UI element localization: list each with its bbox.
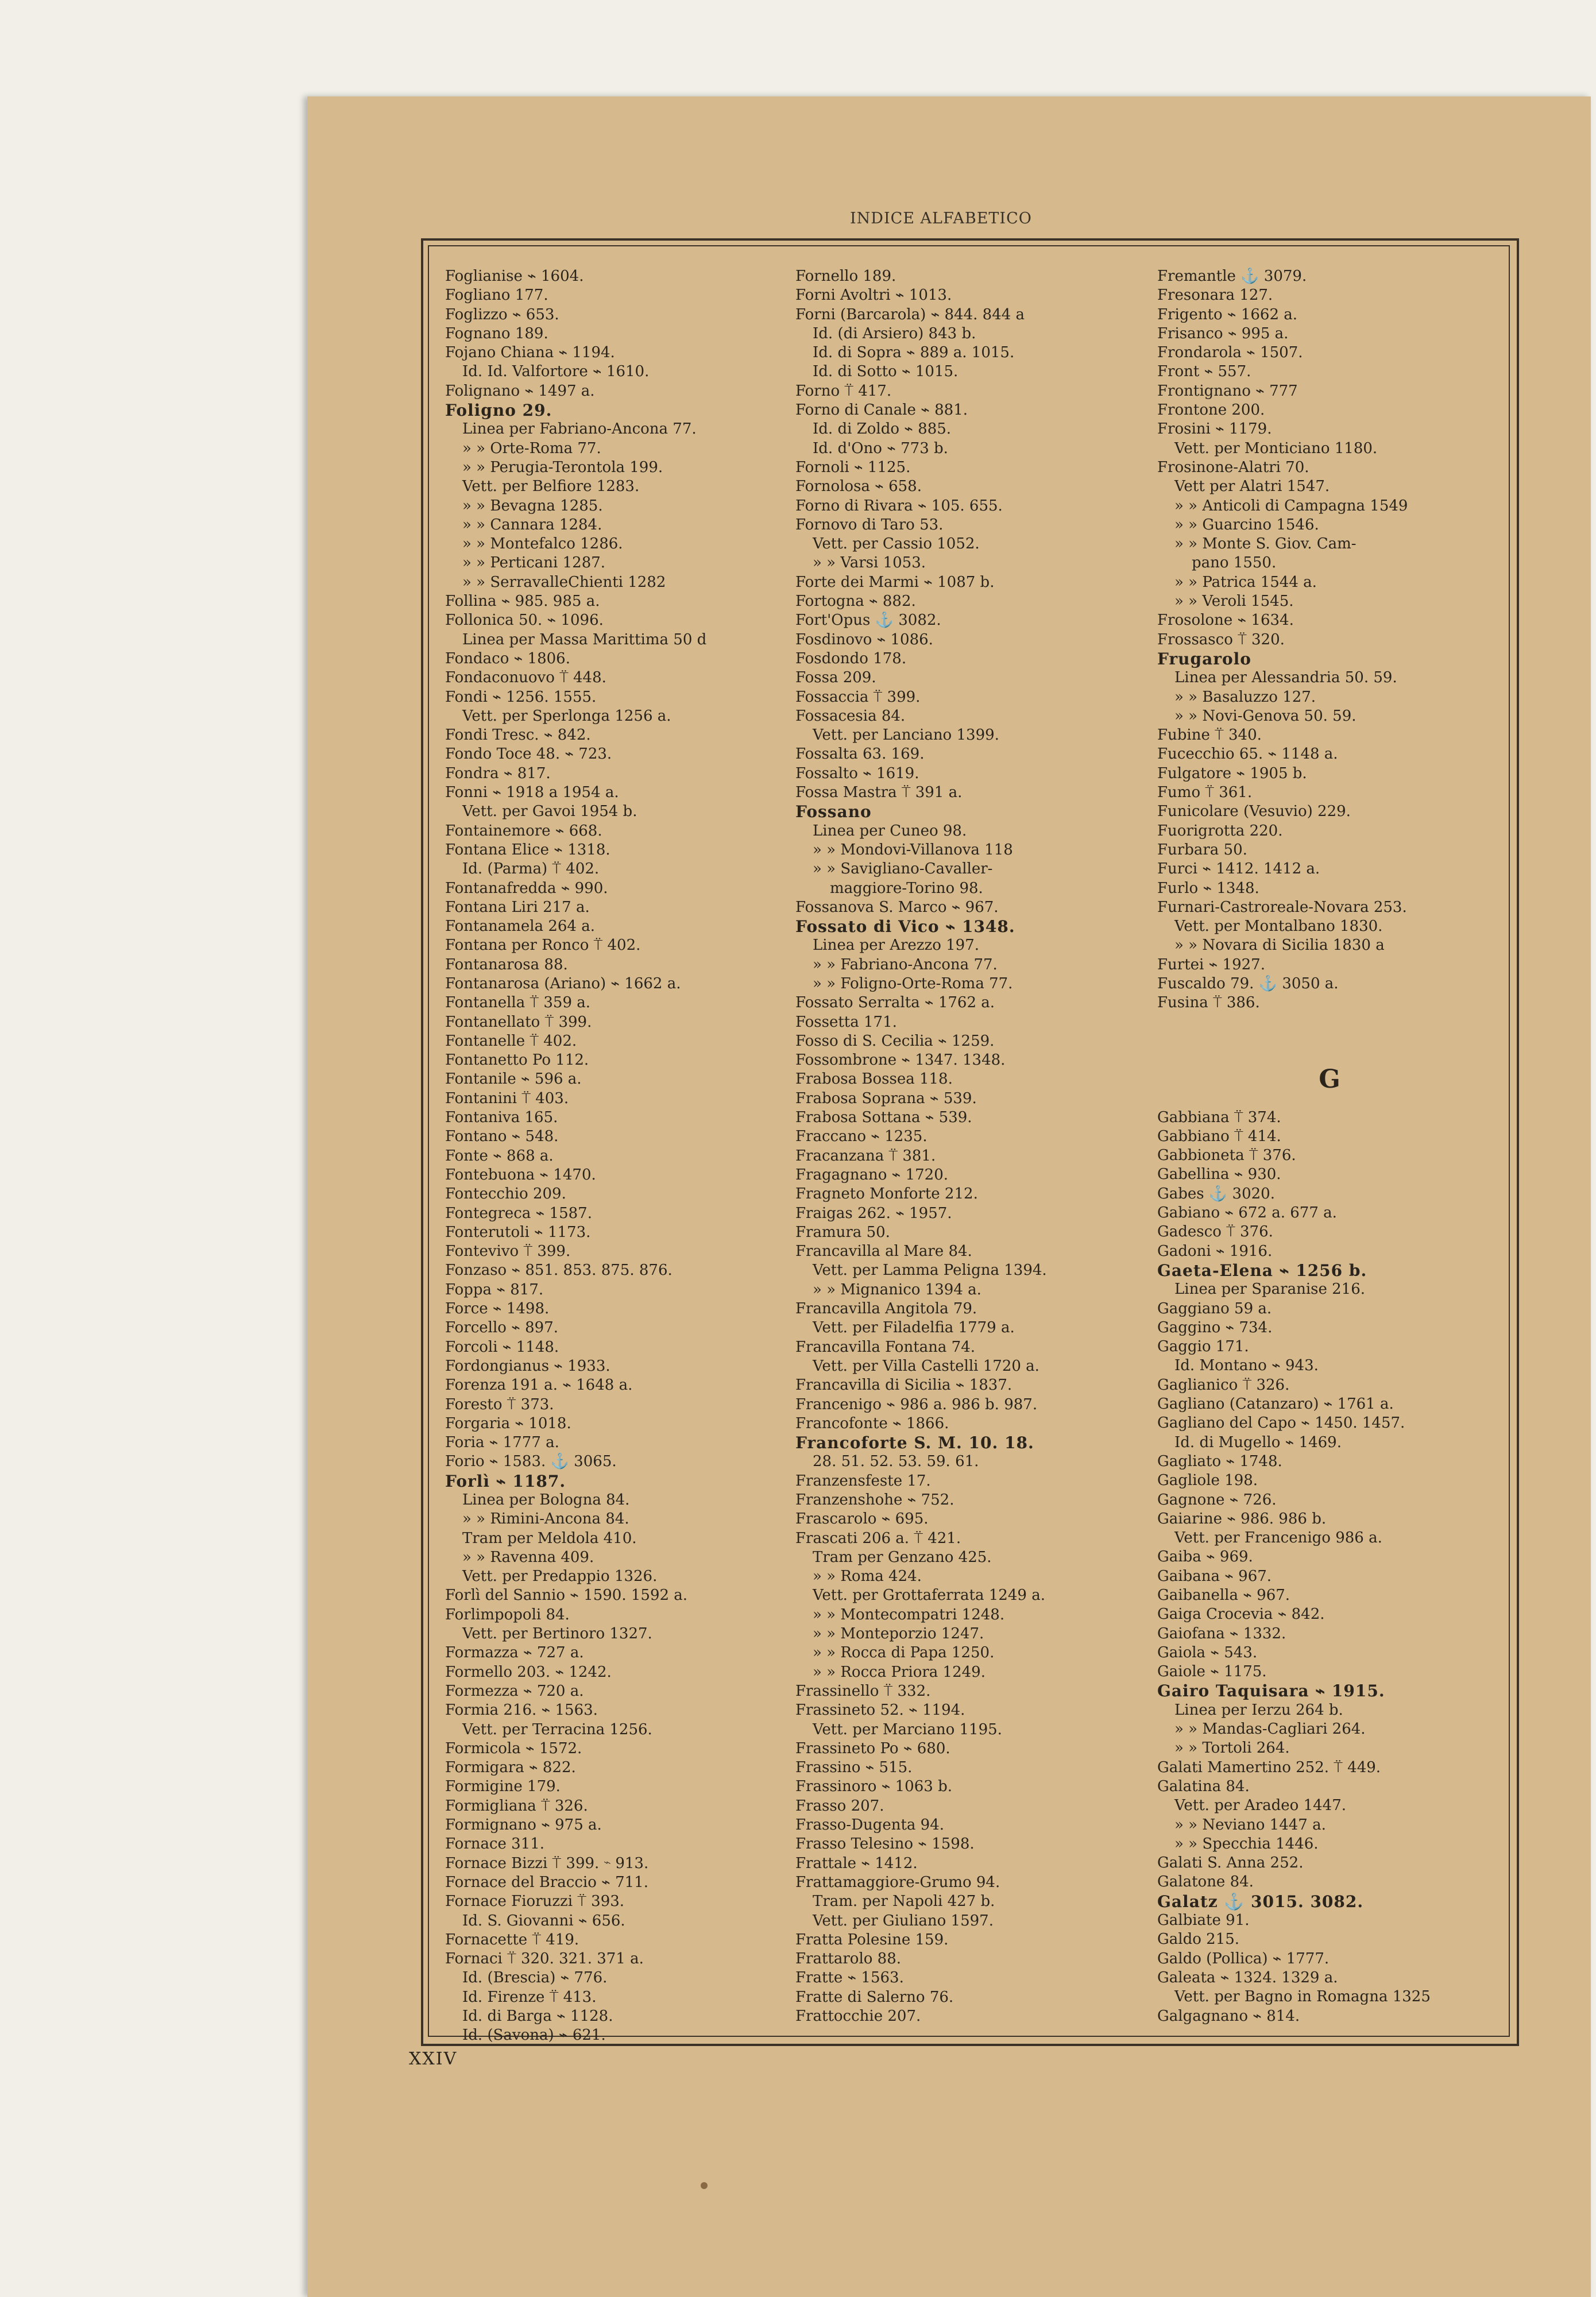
index-entry: maggiore-Torino 98. bbox=[830, 879, 983, 897]
index-entry: Gabbiano ⍡ 414. bbox=[1157, 1127, 1281, 1145]
index-entry: » » Varsi 1053. bbox=[813, 554, 926, 572]
index-entry: Funicolare (Vesuvio) 229. bbox=[1157, 803, 1351, 821]
index-entry: Id. di Sopra ⌁ 889 a. 1015. bbox=[813, 344, 1015, 362]
index-entry: Formicola ⌁ 1572. bbox=[445, 1739, 582, 1757]
index-entry: Fondaconuovo ⍡ 448. bbox=[445, 669, 606, 687]
index-entry: Formello 203. ⌁ 1242. bbox=[445, 1663, 612, 1681]
index-entry: Fognano 189. bbox=[445, 324, 548, 342]
index-entry: Foria ⌁ 1777 a. bbox=[445, 1434, 559, 1452]
index-entry: Frigento ⌁ 1662 a. bbox=[1157, 306, 1298, 323]
index-entry: Linea per Alessandria 50. 59. bbox=[1174, 669, 1397, 687]
index-entry: Id. (Savona) ⌁ 621. bbox=[462, 2027, 606, 2044]
index-entry: Fontecchio 209. bbox=[445, 1185, 566, 1203]
index-entry: » » Novi-Genova 50. 59. bbox=[1174, 707, 1357, 725]
index-entry: Gagnone ⌁ 726. bbox=[1157, 1491, 1277, 1509]
index-entry: Fontanella ⍡ 359 a. bbox=[445, 994, 591, 1012]
index-entry: Gaglianico ⍡ 326. bbox=[1157, 1376, 1290, 1394]
index-entry: Vett. per Sperlonga 1256 a. bbox=[462, 707, 671, 725]
index-entry: Vett. per Filadelfia 1779 a. bbox=[813, 1319, 1015, 1337]
index-entry: Formigara ⌁ 822. bbox=[445, 1759, 576, 1777]
index-entry: Galatz ⚓ 3015. 3082. bbox=[1157, 1892, 1364, 1911]
index-entry: Furtei ⌁ 1927. bbox=[1157, 956, 1265, 973]
index-entry: » » Perticani 1287. bbox=[462, 554, 606, 572]
index-entry: Forni (Barcarola) ⌁ 844. 844 a bbox=[795, 306, 1025, 323]
index-entry: Foglianise ⌁ 1604. bbox=[445, 268, 584, 285]
index-entry: » » Rocca Priora 1249. bbox=[813, 1663, 986, 1681]
index-entry: Galatina 84. bbox=[1157, 1777, 1250, 1795]
index-entry: Francoforte S. M. 10. 18. bbox=[795, 1433, 1034, 1453]
index-entry: Fornoli ⌁ 1125. bbox=[795, 458, 911, 476]
index-entry: Forcello ⌁ 897. bbox=[445, 1319, 559, 1337]
index-entry: Fulgatore ⌁ 1905 b. bbox=[1157, 764, 1307, 782]
index-entry: Fratte ⌁ 1563. bbox=[795, 1969, 904, 1987]
index-entry: Id. di Sotto ⌁ 1015. bbox=[813, 363, 959, 381]
index-entry: Linea per Massa Marittima 50 d bbox=[462, 631, 707, 648]
index-entry: Forni Avoltri ⌁ 1013. bbox=[795, 287, 952, 304]
index-entry: Fornace Bizzi ⍡ 399. ⌁ 913. bbox=[445, 1854, 649, 1872]
index-entry: Fossano bbox=[795, 802, 872, 822]
index-entry: Fusina ⍡ 386. bbox=[1157, 994, 1260, 1012]
index-entry: Fornace 311. bbox=[445, 1835, 545, 1853]
index-entry: Fossa 209. bbox=[795, 669, 876, 687]
index-entry: Francavilla Fontana 74. bbox=[795, 1338, 976, 1356]
index-entry: » » Montecompatri 1248. bbox=[813, 1606, 1005, 1623]
index-entry: Forcoli ⌁ 1148. bbox=[445, 1338, 559, 1356]
index-entry: Fragneto Monforte 212. bbox=[795, 1185, 978, 1203]
index-entry: Front ⌁ 557. bbox=[1157, 363, 1251, 381]
index-entry: Forte dei Marmi ⌁ 1087 b. bbox=[795, 573, 995, 591]
index-entry: Follonica 50. ⌁ 1096. bbox=[445, 612, 604, 629]
index-entry: Linea per Arezzo 197. bbox=[813, 937, 979, 954]
index-entry: Fossetta 171. bbox=[795, 1013, 897, 1031]
index-entry: Fosso di S. Cecilia ⌁ 1259. bbox=[795, 1032, 995, 1050]
index-entry: Fornolosa ⌁ 658. bbox=[795, 478, 922, 496]
index-entry: Fondi Tresc. ⌁ 842. bbox=[445, 726, 591, 744]
index-entry: Francavilla di Sicilia ⌁ 1837. bbox=[795, 1376, 1013, 1394]
index-entry: Fort'Opus ⚓ 3082. bbox=[795, 612, 941, 629]
index-entry: Frontone 200. bbox=[1157, 401, 1265, 419]
index-entry: Frassineto 52. ⌁ 1194. bbox=[795, 1702, 965, 1719]
index-entry: Fornacette ⍡ 419. bbox=[445, 1931, 579, 1948]
index-entry: Id. (Parma) ⍡ 402. bbox=[462, 860, 600, 878]
index-entry: Fordongianus ⌁ 1933. bbox=[445, 1357, 610, 1375]
index-entry: Fosdinovo ⌁ 1086. bbox=[795, 631, 933, 648]
index-entry: Forno ⍡ 417. bbox=[795, 382, 892, 400]
index-entry: Gairo Taquisara ⌁ 1915. bbox=[1157, 1681, 1385, 1701]
index-entry: Linea per Bologna 84. bbox=[462, 1491, 630, 1509]
index-entry: Frontignano ⌁ 777 bbox=[1157, 382, 1298, 400]
index-entry: Fontanarosa 88. bbox=[445, 956, 568, 973]
index-entry: Frattamaggiore-Grumo 94. bbox=[795, 1873, 1000, 1891]
index-entry: » » SerravalleChienti 1282 bbox=[462, 573, 666, 591]
index-entry: Galati Mamertino 252. ⍡ 449. bbox=[1157, 1758, 1381, 1776]
index-entry: » » Monte S. Giov. Cam- bbox=[1174, 535, 1357, 553]
index-entry: Fogliano 177. bbox=[445, 287, 548, 304]
index-entry: Frattale ⌁ 1412. bbox=[795, 1854, 918, 1872]
index-entry: pano 1550. bbox=[1192, 554, 1277, 572]
index-entry: Frugarolo bbox=[1157, 649, 1251, 668]
index-entry: Fubine ⍡ 340. bbox=[1157, 726, 1262, 744]
index-entry: Galdo (Pollica) ⌁ 1777. bbox=[1157, 1950, 1330, 1967]
index-column-3 bbox=[1157, 267, 1502, 2024]
index-entry: Vett per Alatri 1547. bbox=[1174, 478, 1330, 496]
index-entry: Fremantle ⚓ 3079. bbox=[1157, 268, 1307, 285]
index-entry: Vett. per Villa Castelli 1720 a. bbox=[813, 1357, 1039, 1375]
index-entry: Gaiofana ⌁ 1332. bbox=[1157, 1625, 1286, 1642]
index-entry: Fontaniva 165. bbox=[445, 1109, 558, 1127]
index-entry: Frascati 206 a. ⍡ 421. bbox=[795, 1529, 961, 1547]
index-entry: Gagliano (Catanzaro) ⌁ 1761 a. bbox=[1157, 1395, 1394, 1413]
index-entry: Fuscaldo 79. ⚓ 3050 a. bbox=[1157, 975, 1339, 992]
index-entry: » » Perugia-Terontola 199. bbox=[462, 458, 663, 476]
index-entry: Linea per Fabriano-Ancona 77. bbox=[462, 420, 697, 438]
index-entry: Id. d'Ono ⌁ 773 b. bbox=[813, 439, 948, 457]
index-entry: Gagliole 198. bbox=[1157, 1472, 1258, 1490]
index-entry: Frossasco ⍡ 320. bbox=[1157, 631, 1285, 648]
index-entry: Linea per Cuneo 98. bbox=[813, 822, 967, 840]
index-entry: Foligno 29. bbox=[445, 401, 552, 420]
index-entry: Fossato di Vico ⌁ 1348. bbox=[795, 917, 1015, 937]
index-entry: Frisanco ⌁ 995 a. bbox=[1157, 324, 1289, 342]
index-entry: » » Tortoli 264. bbox=[1174, 1739, 1290, 1757]
index-entry: Vett. per Grottaferrata 1249 a. bbox=[813, 1587, 1045, 1604]
index-entry: » » Patrica 1544 a. bbox=[1174, 573, 1317, 591]
index-entry: Frascarolo ⌁ 695. bbox=[795, 1510, 929, 1528]
index-entry: » » Neviano 1447 a. bbox=[1174, 1816, 1326, 1834]
index-entry: Fontanetto Po 112. bbox=[445, 1051, 589, 1069]
index-entry: Formignano ⌁ 975 a. bbox=[445, 1816, 602, 1834]
index-entry: Galgagnano ⌁ 814. bbox=[1157, 2007, 1300, 2025]
index-entry: Id. (di Arsiero) 843 b. bbox=[813, 324, 976, 342]
index-entry: Gadesco ⍡ 376. bbox=[1157, 1223, 1273, 1241]
index-entry: Galbiate 91. bbox=[1157, 1912, 1250, 1929]
index-entry: Fossalto ⌁ 1619. bbox=[795, 764, 919, 782]
index-entry: Francofonte ⌁ 1866. bbox=[795, 1414, 949, 1432]
index-entry: Fonzaso ⌁ 851. 853. 875. 876. bbox=[445, 1262, 673, 1279]
index-entry: » » Orte-Roma 77. bbox=[462, 439, 601, 457]
index-entry: Folignano ⌁ 1497 a. bbox=[445, 382, 595, 400]
index-entry: Id. Id. Valfortore ⌁ 1610. bbox=[462, 363, 650, 381]
index-entry: Fontana Elice ⌁ 1318. bbox=[445, 841, 610, 859]
index-entry: Gaiarine ⌁ 986. 986 b. bbox=[1157, 1510, 1327, 1528]
index-entry: » » Novara di Sicilia 1830 a bbox=[1174, 937, 1385, 954]
index-column-2 bbox=[795, 267, 1149, 2024]
index-entry: Gagliato ⌁ 1748. bbox=[1157, 1452, 1282, 1470]
index-entry: Gaggiano 59 a. bbox=[1157, 1300, 1272, 1317]
index-entry: Id. di Barga ⌁ 1128. bbox=[462, 2008, 613, 2025]
index-entry: Fraigas 262. ⌁ 1957. bbox=[795, 1204, 952, 1222]
index-entry: Fondo Toce 48. ⌁ 723. bbox=[445, 745, 612, 763]
index-entry: Force ⌁ 1498. bbox=[445, 1300, 550, 1318]
index-entry: Follina ⌁ 985. 985 a. bbox=[445, 593, 600, 610]
index-entry: » » Savigliano-Cavaller- bbox=[813, 860, 993, 878]
index-entry: Linea per Ierzu 264 b. bbox=[1174, 1701, 1343, 1719]
index-entry: » » Mignanico 1394 a. bbox=[813, 1281, 981, 1298]
index-entry: Gaiga Crocevia ⌁ 842. bbox=[1157, 1606, 1325, 1623]
index-entry: Vett. per Bertinoro 1327. bbox=[462, 1625, 652, 1643]
index-entry: Fontana Liri 217 a. bbox=[445, 898, 590, 916]
index-entry: » » Rimini-Ancona 84. bbox=[462, 1510, 629, 1528]
index-entry: Fosdondo 178. bbox=[795, 649, 907, 667]
index-entry: Fontanellato ⍡ 399. bbox=[445, 1013, 592, 1031]
index-entry: Fortogna ⌁ 882. bbox=[795, 593, 916, 610]
index-entry: Fojano Chiana ⌁ 1194. bbox=[445, 344, 615, 362]
index-entry: Galati S. Anna 252. bbox=[1157, 1854, 1304, 1872]
index-entry: Tram per Genzano 425. bbox=[813, 1548, 992, 1566]
index-entry: Gagliano del Capo ⌁ 1450. 1457. bbox=[1157, 1414, 1405, 1432]
index-entry: Forno di Rivara ⌁ 105. 655. bbox=[795, 497, 1003, 515]
index-entry: Gaeta-Elena ⌁ 1256 b. bbox=[1157, 1260, 1367, 1280]
index-entry: Forno di Canale ⌁ 881. bbox=[795, 401, 968, 419]
index-entry: Foppa ⌁ 817. bbox=[445, 1281, 544, 1298]
index-entry: » » Anticoli di Campagna 1549 bbox=[1174, 497, 1408, 515]
index-entry: Tram per Meldola 410. bbox=[462, 1529, 637, 1547]
index-entry: Furlo ⌁ 1348. bbox=[1157, 879, 1259, 897]
index-entry: Linea per Sparanise 216. bbox=[1174, 1281, 1366, 1298]
index-entry: Frabosa Soprana ⌁ 539. bbox=[795, 1089, 977, 1107]
index-entry: » » Monteporzio 1247. bbox=[813, 1625, 984, 1643]
index-entry: Frasso 207. bbox=[795, 1797, 884, 1815]
index-entry: Vett. per Giuliano 1597. bbox=[813, 1912, 994, 1929]
index-entry: » » Roma 424. bbox=[813, 1568, 922, 1586]
index-entry: Fornace Fioruzzi ⍡ 393. bbox=[445, 1893, 625, 1911]
index-entry: Vett. per Belfiore 1283. bbox=[462, 478, 640, 496]
index-entry: Fornaci ⍡ 320. 321. 371 a. bbox=[445, 1950, 644, 1968]
index-entry: Fornello 189. bbox=[795, 268, 896, 285]
index-entry: Foglizzo ⌁ 653. bbox=[445, 306, 559, 323]
index-entry: Fuorigrotta 220. bbox=[1157, 822, 1283, 840]
index-entry: Fossa Mastra ⍡ 391 a. bbox=[795, 784, 963, 802]
index-entry: Fratta Polesine 159. bbox=[795, 1931, 949, 1948]
index-entry: Fonni ⌁ 1918 a 1954 a. bbox=[445, 784, 619, 802]
index-entry: Francavilla al Mare 84. bbox=[795, 1243, 972, 1260]
index-entry: Vett. per Predappio 1326. bbox=[462, 1568, 658, 1586]
index-entry: Furbara 50. bbox=[1157, 841, 1247, 859]
index-entry: Frabosa Sottana ⌁ 539. bbox=[795, 1109, 972, 1127]
index-entry: » » Cannara 1284. bbox=[462, 516, 602, 533]
index-entry: Gabes ⚓ 3020. bbox=[1157, 1185, 1275, 1202]
index-entry: Forlì ⌁ 1187. bbox=[445, 1471, 566, 1491]
index-entry: » » Guarcino 1546. bbox=[1174, 516, 1319, 533]
index-entry: Fratte di Salerno 76. bbox=[795, 1988, 954, 2006]
index-entry: Fontanini ⍡ 403. bbox=[445, 1089, 569, 1107]
index-entry: Frondarola ⌁ 1507. bbox=[1157, 344, 1303, 362]
index-entry: Gaibanella ⌁ 967. bbox=[1157, 1587, 1290, 1604]
index-entry: Formigliana ⍡ 326. bbox=[445, 1797, 588, 1815]
index-entry: Frosolone ⌁ 1634. bbox=[1157, 612, 1294, 629]
index-entry: Gaibana ⌁ 967. bbox=[1157, 1567, 1272, 1585]
index-entry: » » Rocca di Papa 1250. bbox=[813, 1644, 995, 1662]
index-entry: Gadoni ⌁ 1916. bbox=[1157, 1242, 1273, 1260]
index-entry: Forenza 191 a. ⌁ 1648 a. bbox=[445, 1376, 633, 1394]
index-entry: » » Specchia 1446. bbox=[1174, 1835, 1319, 1853]
index-entry: Forlimpopoli 84. bbox=[445, 1606, 570, 1623]
index-entry: Fresonara 127. bbox=[1157, 287, 1273, 304]
index-entry: Galatone 84. bbox=[1157, 1873, 1254, 1891]
index-entry: » » Bevagna 1285. bbox=[462, 497, 603, 515]
index-entry: » » Foligno-Orte-Roma 77. bbox=[813, 975, 1013, 992]
index-entry: Formia 216. ⌁ 1563. bbox=[445, 1702, 598, 1719]
index-entry: Frattarolo 88. bbox=[795, 1950, 902, 1968]
index-entry: » » Montefalco 1286. bbox=[462, 535, 623, 553]
index-entry: Frassinello ⍡ 332. bbox=[795, 1682, 931, 1700]
index-entry: Fondaco ⌁ 1806. bbox=[445, 649, 570, 667]
index-entry: Galeata ⌁ 1324. 1329 a. bbox=[1157, 1969, 1338, 1986]
index-entry: Fossombrone ⌁ 1347. 1348. bbox=[795, 1051, 1006, 1069]
index-entry: Formazza ⌁ 727 a. bbox=[445, 1644, 584, 1662]
index-entry: Fucecchio 65. ⌁ 1148 a. bbox=[1157, 745, 1338, 763]
index-entry: Franzenshohe ⌁ 752. bbox=[795, 1491, 954, 1509]
index-entry: Francavilla Angitola 79. bbox=[795, 1300, 977, 1318]
index-entry: Fondra ⌁ 817. bbox=[445, 764, 551, 782]
index-entry: Vett. per Monticiano 1180. bbox=[1174, 439, 1378, 457]
index-entry: Vett. per Lamma Peligna 1394. bbox=[813, 1262, 1047, 1279]
index-entry: Id. Montano ⌁ 943. bbox=[1174, 1357, 1319, 1375]
index-entry: Fraccano ⌁ 1235. bbox=[795, 1128, 928, 1146]
index-entry: Framura 50. bbox=[795, 1223, 890, 1241]
index-entry: » » Mondovi-Villanova 118 bbox=[813, 841, 1013, 859]
index-entry: Franzensfeste 17. bbox=[795, 1472, 931, 1490]
index-entry: Fontana per Ronco ⍡ 402. bbox=[445, 937, 641, 954]
index-entry: Fondi ⌁ 1256. 1555. bbox=[445, 688, 597, 706]
index-entry: Frassineto Po ⌁ 680. bbox=[795, 1739, 950, 1757]
index-entry: Gaggio 171. bbox=[1157, 1338, 1249, 1356]
index-entry: Gaiola ⌁ 543. bbox=[1157, 1644, 1258, 1661]
index-entry: Fontanafredda ⌁ 990. bbox=[445, 879, 608, 897]
index-entry: Forio ⌁ 1583. ⚓ 3065. bbox=[445, 1453, 617, 1471]
index-entry: Vett. per Francenigo 986 a. bbox=[1174, 1529, 1382, 1547]
index-entry: Fossato Serralta ⌁ 1762 a. bbox=[795, 994, 995, 1012]
index-entry: Vett. per Terracina 1256. bbox=[462, 1720, 652, 1738]
index-column-1 bbox=[445, 267, 778, 2044]
index-entry: Vett. per Montalbano 1830. bbox=[1174, 918, 1383, 935]
index-entry: Gabiano ⌁ 672 a. 677 a. bbox=[1157, 1204, 1337, 1222]
index-entry: Fontanelle ⍡ 402. bbox=[445, 1032, 577, 1050]
index-entry: » » Ravenna 409. bbox=[462, 1548, 594, 1566]
index-entry: Frattocchie 207. bbox=[795, 2008, 921, 2025]
index-entry: Frosini ⌁ 1179. bbox=[1157, 420, 1272, 438]
index-entry: Fontanamela 264 a. bbox=[445, 918, 595, 935]
index-entry: Foresto ⍡ 373. bbox=[445, 1395, 554, 1413]
index-entry: Furnari-Castroreale-Novara 253. bbox=[1157, 898, 1407, 916]
index-entry: Fossanova S. Marco ⌁ 967. bbox=[795, 898, 999, 916]
index-entry: Vett. per Bagno in Romagna 1325 bbox=[1174, 1988, 1431, 2006]
index-entry: Id. (Brescia) ⌁ 776. bbox=[462, 1969, 608, 1987]
index-entry: Fragagnano ⌁ 1720. bbox=[795, 1166, 949, 1184]
index-entry: Frassinoro ⌁ 1063 b. bbox=[795, 1778, 952, 1796]
index-entry: Frabosa Bossea 118. bbox=[795, 1070, 953, 1088]
index-entry: Vett. per Lanciano 1399. bbox=[813, 726, 999, 744]
section-letter-heading: G bbox=[1319, 1064, 1340, 1094]
index-entry: Forlì del Sannio ⌁ 1590. 1592 a. bbox=[445, 1587, 688, 1604]
index-entry: Vett. per Marciano 1195. bbox=[813, 1720, 1002, 1738]
index-entry: Fonterutoli ⌁ 1173. bbox=[445, 1223, 591, 1241]
index-entry: Frassino ⌁ 515. bbox=[795, 1759, 913, 1777]
index-entry: Fossalta 63. 169. bbox=[795, 745, 925, 763]
index-entry: 28. 51. 52. 53. 59. 61. bbox=[813, 1453, 979, 1471]
paper-stain bbox=[701, 2182, 708, 2189]
index-entry: Forgaria ⌁ 1018. bbox=[445, 1414, 571, 1432]
index-entry: Frasso-Dugenta 94. bbox=[795, 1816, 945, 1834]
index-entry: Fontebuona ⌁ 1470. bbox=[445, 1166, 596, 1184]
index-entry: Fontano ⌁ 548. bbox=[445, 1128, 559, 1146]
index-entry: Formigine 179. bbox=[445, 1778, 561, 1796]
index-entry: Formezza ⌁ 720 a. bbox=[445, 1682, 584, 1700]
index-entry: » » Mandas-Cagliari 264. bbox=[1174, 1720, 1366, 1738]
index-entry: Gaggino ⌁ 734. bbox=[1157, 1318, 1273, 1336]
index-entry: Gabbiana ⍡ 374. bbox=[1157, 1108, 1281, 1126]
index-entry: Fontegreca ⌁ 1587. bbox=[445, 1204, 592, 1222]
index-entry: Fossaccia ⍡ 399. bbox=[795, 688, 921, 706]
page-header: INDICE ALFABETICO bbox=[850, 210, 1032, 227]
index-entry: Fornace del Braccio ⌁ 711. bbox=[445, 1873, 648, 1891]
index-entry: Fontainemore ⌁ 668. bbox=[445, 822, 602, 840]
index-entry bbox=[1157, 1013, 1502, 1051]
index-entry: » » Fabriano-Ancona 77. bbox=[813, 956, 998, 973]
index-entry: Fumo ⍡ 361. bbox=[1157, 784, 1253, 802]
index-entry: Gabbioneta ⍡ 376. bbox=[1157, 1147, 1296, 1165]
index-entry: Vett. per Cassio 1052. bbox=[813, 535, 980, 553]
index-entry: Vett. per Gavoi 1954 b. bbox=[462, 803, 637, 821]
index-entry: Fontanile ⌁ 596 a. bbox=[445, 1070, 582, 1088]
index-entry: Id. Firenze ⍡ 413. bbox=[462, 1988, 597, 2006]
index-entry: Fontanarosa (Ariano) ⌁ 1662 a. bbox=[445, 975, 681, 992]
index-entry: Fontevivo ⍡ 399. bbox=[445, 1243, 571, 1260]
index-entry: Furci ⌁ 1412. 1412 a. bbox=[1157, 860, 1320, 878]
index-entry: Vett. per Aradeo 1447. bbox=[1174, 1797, 1347, 1815]
index-entry: Id. di Zoldo ⌁ 885. bbox=[813, 420, 952, 438]
index-entry: Fornovo di Taro 53. bbox=[795, 516, 944, 533]
index-entry: Gaiba ⌁ 969. bbox=[1157, 1548, 1253, 1566]
index-entry: Galdo 215. bbox=[1157, 1931, 1240, 1948]
index-entry: Tram. per Napoli 427 b. bbox=[813, 1893, 995, 1911]
index-entry: Id. S. Giovanni ⌁ 656. bbox=[462, 1912, 625, 1929]
index-entry: Frasso Telesino ⌁ 1598. bbox=[795, 1835, 975, 1853]
index-entry: Fracanzana ⍡ 381. bbox=[795, 1147, 936, 1165]
index-entry: Fossacesia 84. bbox=[795, 707, 906, 725]
page-number: XXIV bbox=[409, 2049, 458, 2069]
index-entry: Gaiole ⌁ 1175. bbox=[1157, 1663, 1267, 1681]
index-entry: Id. di Mugello ⌁ 1469. bbox=[1174, 1433, 1342, 1451]
index-entry: Francenigo ⌁ 986 a. 986 b. 987. bbox=[795, 1395, 1038, 1413]
index-entry: Frosinone-Alatri 70. bbox=[1157, 458, 1309, 476]
index-entry: » » Basaluzzo 127. bbox=[1174, 688, 1316, 706]
index-entry: Gabellina ⌁ 930. bbox=[1157, 1166, 1281, 1184]
index-entry: » » Veroli 1545. bbox=[1174, 593, 1294, 610]
index-entry: Fonte ⌁ 868 a. bbox=[445, 1147, 554, 1165]
